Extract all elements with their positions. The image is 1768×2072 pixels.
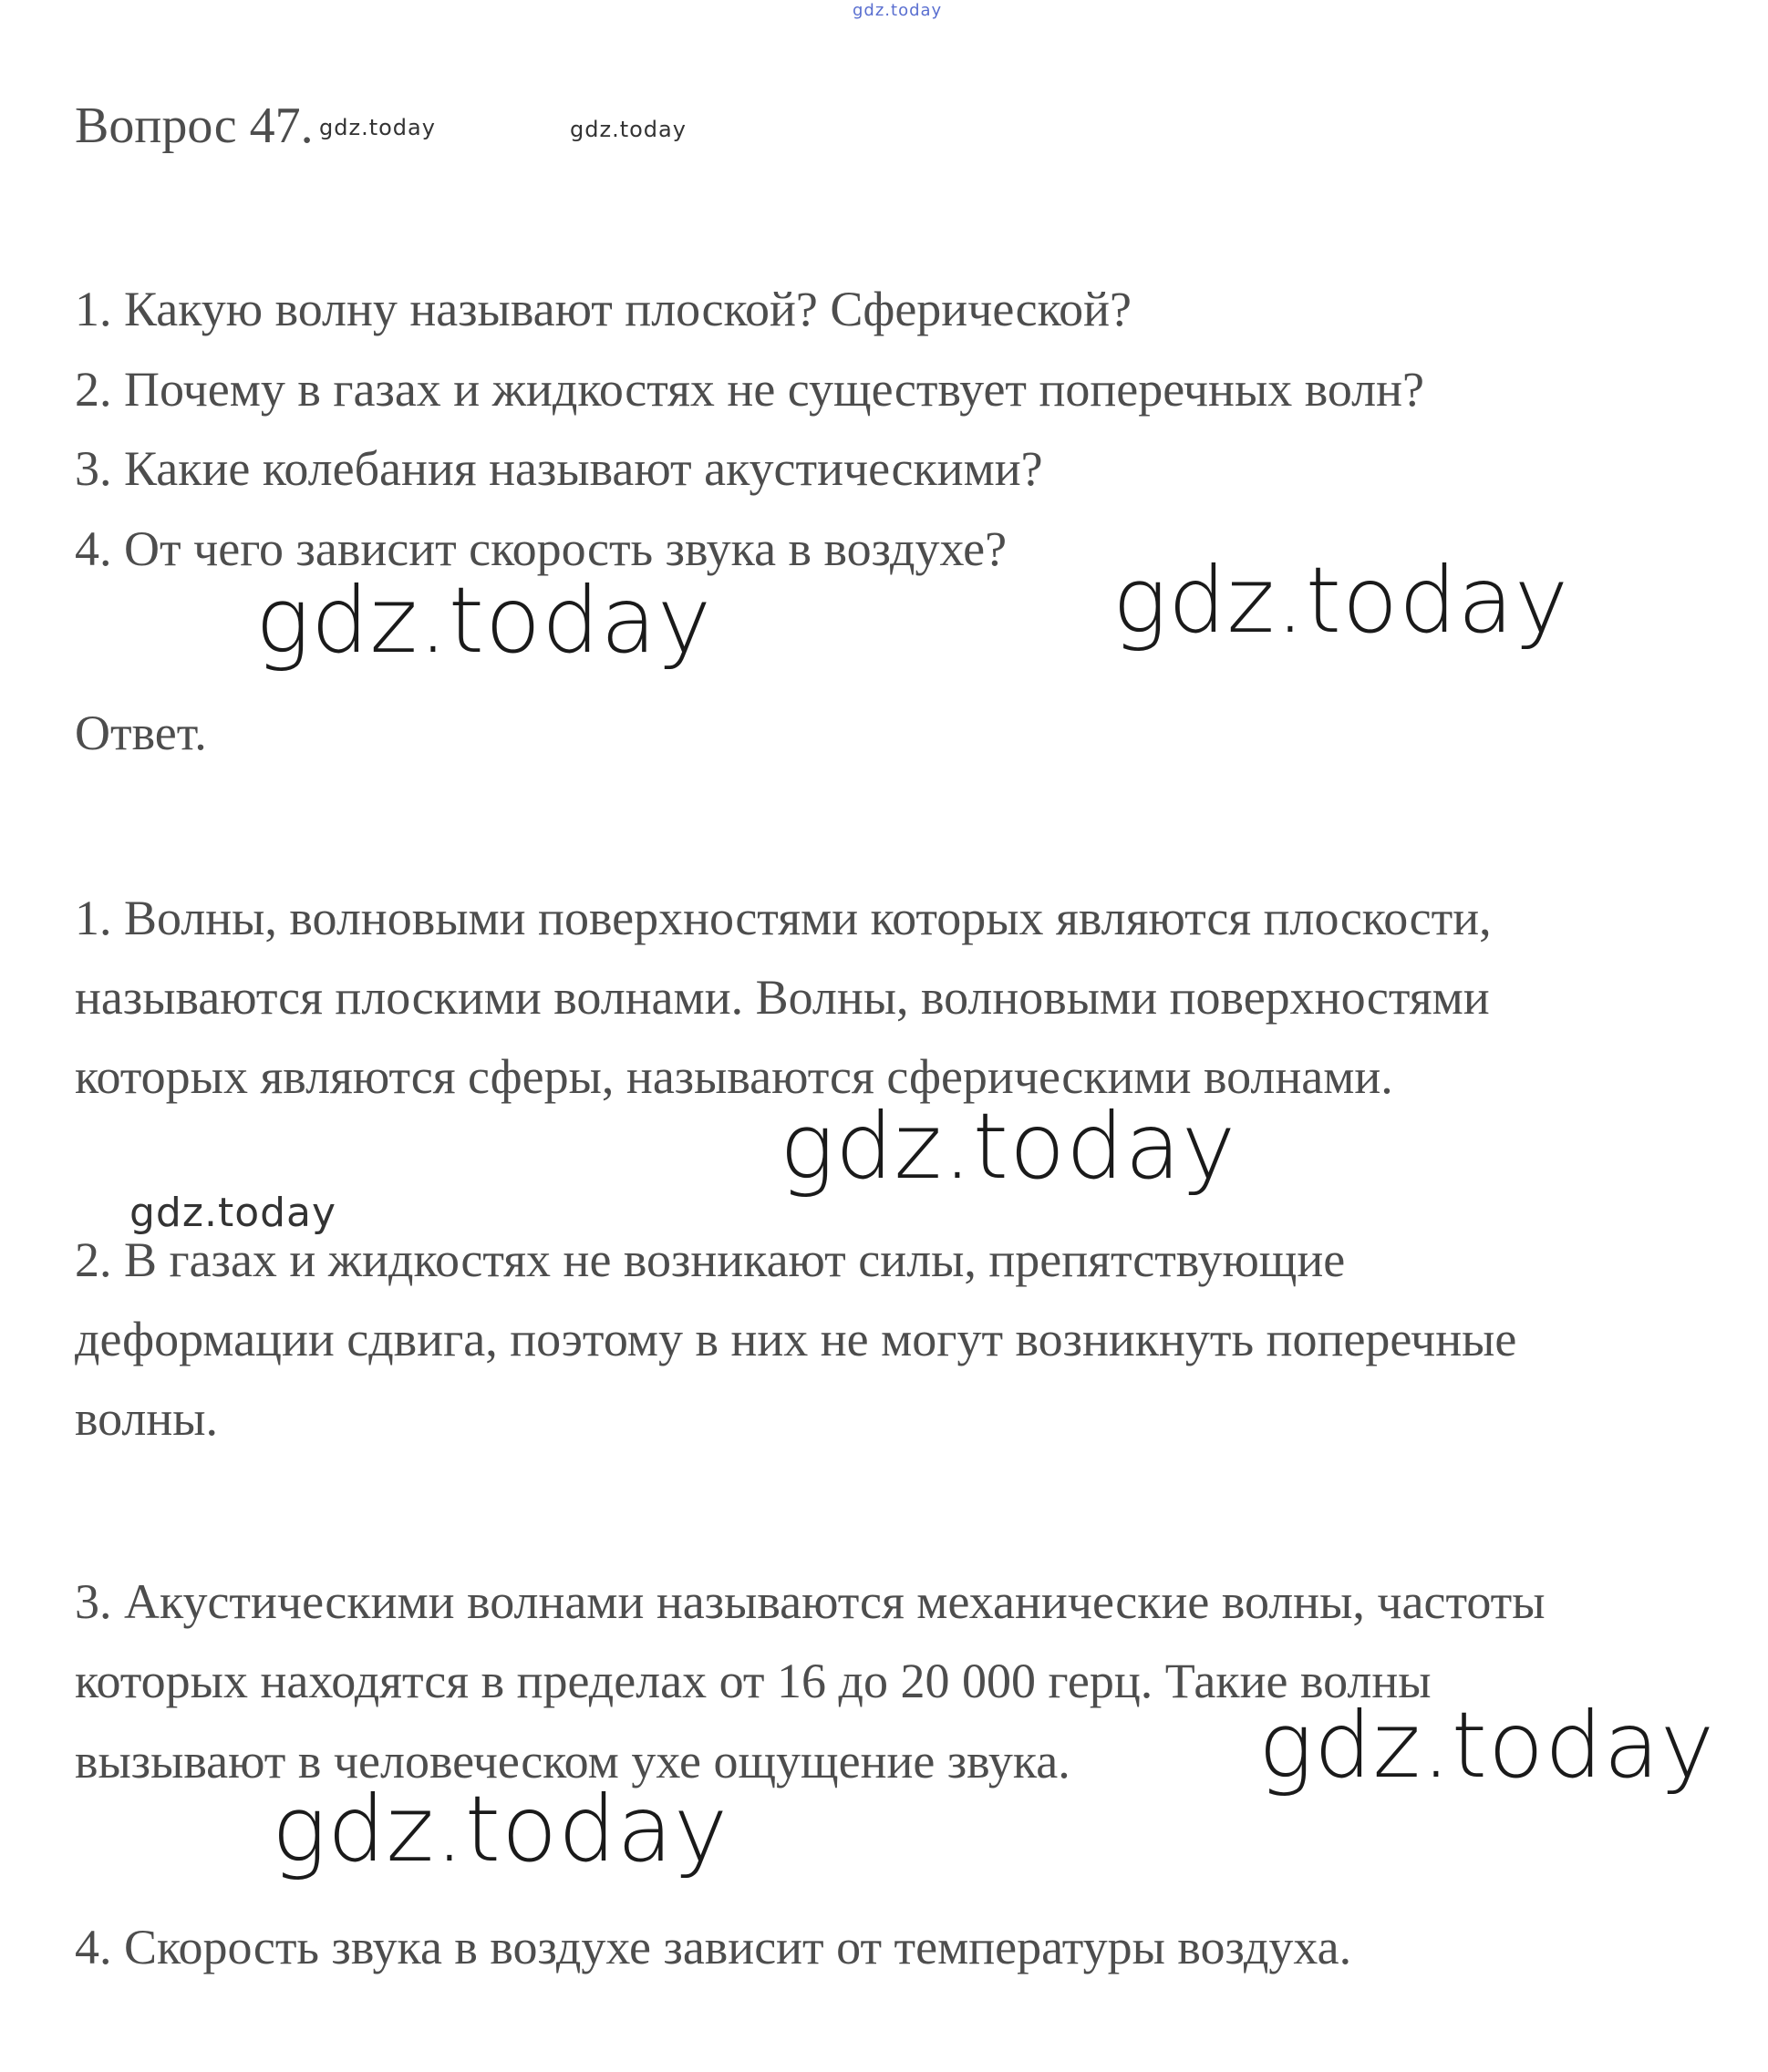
question-2: 2. Почему в газах и жидкостях не существует поперечных волн? <box>75 362 1424 417</box>
watermark-big-5: gdz.today <box>272 1776 729 1882</box>
answer-label: Ответ. <box>75 706 207 760</box>
page-title: Вопрос 47. <box>75 98 314 154</box>
question-3: 3. Какие колебания называют акустическими? <box>75 441 1043 496</box>
watermark-title-2: gdz.today <box>570 117 687 142</box>
watermark-big-3: gdz.today <box>780 1093 1237 1200</box>
answer-line: волны. <box>75 1391 219 1446</box>
question-1: 1. Какую волну называют плоской? Сферической? <box>75 282 1132 336</box>
answer-line: 3. Акустическими волнами называются механические волны, частоты <box>75 1574 1546 1629</box>
watermark-big-2: gdz.today <box>1112 547 1570 654</box>
answer-line: вызывают в человеческом ухе ощущение звука. <box>75 1734 1070 1789</box>
watermark-big-4: gdz.today <box>1258 1692 1716 1799</box>
question-4: 4. От чего зависит скорость звука в воздухе? <box>75 521 1008 576</box>
answer-line: 4. Скорость звука в воздухе зависит от температуры воздуха. <box>75 1920 1352 1974</box>
answer-line: называются плоскими волнами. Волны, волновыми поверхностями <box>75 970 1490 1025</box>
answer-line: деформации сдвига, поэтому в них не могут возникнуть поперечные <box>75 1312 1517 1366</box>
answer-line: 2. В газах и жидкостях не возникают силы, препятствующие <box>75 1232 1346 1287</box>
watermark-title-1: gdz.today <box>319 115 436 140</box>
answer-line: которых находятся в пределах от 16 до 20 000 герц. Такие волны <box>75 1654 1432 1708</box>
watermark-mid-1: gdz.today <box>129 1190 337 1236</box>
watermark-big-1: gdz.today <box>255 567 713 674</box>
watermark-top: gdz.today <box>853 1 943 20</box>
answer-line: которых являются сферы, называются сферическими волнами. <box>75 1049 1393 1104</box>
answer-line: 1. Волны, волновыми поверхностями которых являются плоскости, <box>75 891 1492 945</box>
